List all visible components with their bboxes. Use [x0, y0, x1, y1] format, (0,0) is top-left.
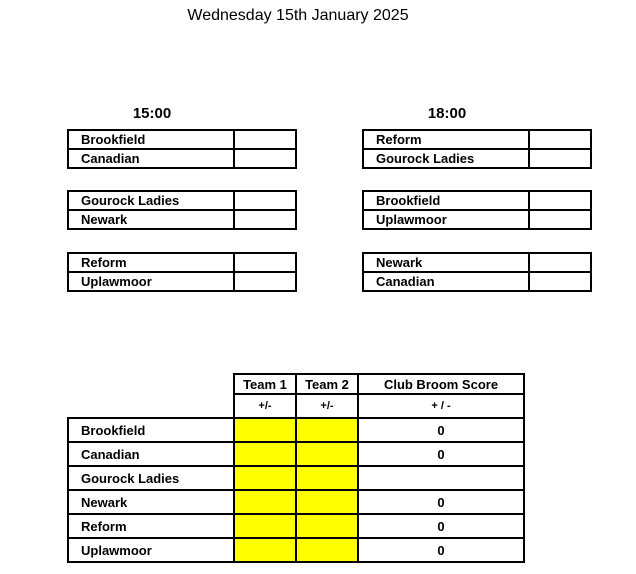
team2-input-cell[interactable] — [296, 418, 358, 442]
team-cell: Brookfield — [68, 130, 234, 149]
session-time-1500: 15:00 — [132, 105, 172, 122]
score-cell[interactable] — [529, 149, 591, 168]
team2-input-cell[interactable] — [296, 442, 358, 466]
club-score-cell: 0 — [358, 514, 524, 538]
team-cell: Reform — [68, 253, 234, 272]
score-cell[interactable] — [234, 149, 296, 168]
club-score-cell: 0 — [358, 538, 524, 562]
team1-subheader: +/- — [234, 394, 296, 418]
team1-input-cell[interactable] — [234, 538, 296, 562]
team2-input-cell[interactable] — [296, 466, 358, 490]
team1-input-cell[interactable] — [234, 418, 296, 442]
team-name: Brookfield — [68, 418, 234, 442]
team2-input-cell[interactable] — [296, 490, 358, 514]
team-cell: Reform — [363, 130, 529, 149]
score-cell[interactable] — [529, 210, 591, 229]
team-cell: Uplawmoor — [68, 272, 234, 291]
team-cell: Gourock Ladies — [363, 149, 529, 168]
club-score-cell: 0 — [358, 442, 524, 466]
club-score-cell — [358, 466, 524, 490]
team2-subheader: +/- — [296, 394, 358, 418]
score-cell[interactable] — [234, 191, 296, 210]
team-name: Canadian — [68, 442, 234, 466]
team2-input-cell[interactable] — [296, 514, 358, 538]
score-cell[interactable] — [529, 253, 591, 272]
table-row — [68, 514, 524, 538]
score-cell[interactable] — [529, 130, 591, 149]
team1-input-cell[interactable] — [234, 442, 296, 466]
table-row — [68, 418, 524, 442]
score-cell[interactable] — [234, 253, 296, 272]
team-name: Uplawmoor — [68, 538, 234, 562]
score-cell[interactable] — [234, 272, 296, 291]
team-name: Newark — [68, 490, 234, 514]
match-table — [362, 252, 592, 292]
session-time-1800: 18:00 — [427, 105, 467, 122]
table-row — [68, 466, 524, 490]
match-table — [67, 252, 297, 292]
page-title: Wednesday 15th January 2025 — [187, 7, 409, 24]
team-cell: Canadian — [68, 149, 234, 168]
team1-input-cell[interactable] — [234, 490, 296, 514]
team-cell: Canadian — [363, 272, 529, 291]
score-cell[interactable] — [234, 210, 296, 229]
results-table — [67, 373, 525, 563]
team-name: Gourock Ladies — [68, 466, 234, 490]
table-row — [68, 490, 524, 514]
match-table — [362, 129, 592, 169]
team-cell: Gourock Ladies — [68, 191, 234, 210]
club-broom-subheader: + / - — [358, 394, 524, 418]
score-cell[interactable] — [234, 130, 296, 149]
team-cell: Uplawmoor — [363, 210, 529, 229]
club-score-cell: 0 — [358, 418, 524, 442]
blank-cell — [68, 374, 234, 394]
match-table — [67, 129, 297, 169]
team2-input-cell[interactable] — [296, 538, 358, 562]
team-cell: Brookfield — [363, 191, 529, 210]
table-row — [68, 442, 524, 466]
score-cell[interactable] — [529, 272, 591, 291]
club-score-cell: 0 — [358, 490, 524, 514]
match-table — [67, 190, 297, 230]
team2-header: Team 2 — [296, 374, 358, 394]
team1-header: Team 1 — [234, 374, 296, 394]
match-table — [362, 190, 592, 230]
table-row — [68, 538, 524, 562]
team1-input-cell[interactable] — [234, 514, 296, 538]
blank-cell — [68, 394, 234, 418]
team-name: Reform — [68, 514, 234, 538]
team-cell: Newark — [363, 253, 529, 272]
team-cell: Newark — [68, 210, 234, 229]
score-cell[interactable] — [529, 191, 591, 210]
team1-input-cell[interactable] — [234, 466, 296, 490]
club-broom-score-header: Club Broom Score — [358, 374, 524, 394]
